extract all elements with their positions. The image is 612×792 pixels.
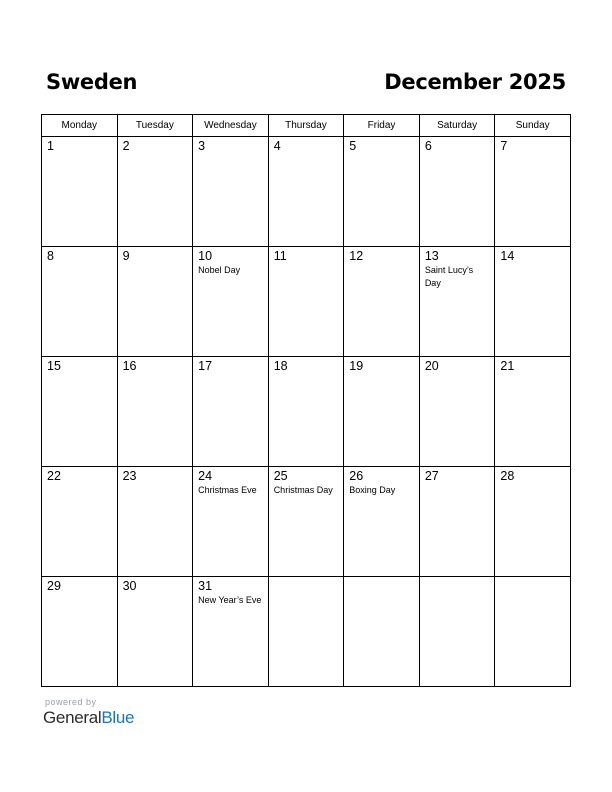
weekday-header: Saturday <box>419 115 495 137</box>
holiday-label: Christmas Eve <box>198 485 257 495</box>
month-title: December 2025 <box>384 70 566 94</box>
day-number: 7 <box>500 139 508 153</box>
holiday-label: Boxing Day <box>349 485 396 495</box>
day-cell <box>495 357 571 467</box>
holiday-label: Saint Lucy’s Day <box>424 265 474 288</box>
day-cell <box>193 247 269 357</box>
day-number: 5 <box>349 139 357 153</box>
day-number: 4 <box>273 139 281 153</box>
day-number: 1 <box>47 139 54 153</box>
day-cell <box>419 137 495 247</box>
day-cell <box>344 577 420 687</box>
day-number: 10 <box>198 249 213 263</box>
weekday-header: Thursday <box>268 115 344 137</box>
day-number: 29 <box>47 579 61 593</box>
day-cell <box>419 577 495 687</box>
holiday-label: Christmas Day <box>273 485 333 495</box>
day-number: 8 <box>47 249 54 263</box>
week-row <box>42 577 571 687</box>
day-cell <box>117 467 193 577</box>
day-cell <box>117 247 193 357</box>
day-number: 9 <box>122 249 130 263</box>
day-cell <box>495 467 571 577</box>
day-number: 18 <box>273 359 288 373</box>
day-cell <box>42 357 118 467</box>
brand-name-part2: Blue <box>101 708 135 727</box>
day-cell <box>495 247 571 357</box>
country-title: Sweden <box>46 70 138 94</box>
day-cell <box>344 467 420 577</box>
day-cell <box>344 357 420 467</box>
powered-by-label: powered by <box>45 697 97 707</box>
day-cell <box>419 467 495 577</box>
day-cell <box>419 247 495 357</box>
weekday-header: Sunday <box>495 115 571 137</box>
day-cell <box>495 137 571 247</box>
day-number: 16 <box>122 359 137 373</box>
day-cell <box>193 137 269 247</box>
day-cell <box>117 137 193 247</box>
day-cell <box>42 247 118 357</box>
day-number: 25 <box>273 469 288 483</box>
day-number: 21 <box>500 359 515 373</box>
day-number: 17 <box>198 359 213 373</box>
day-number: 30 <box>122 579 137 593</box>
day-number: 3 <box>198 139 206 153</box>
day-cell <box>42 467 118 577</box>
day-cell <box>193 467 269 577</box>
day-number: 22 <box>47 469 61 483</box>
day-cell <box>42 137 118 247</box>
day-cell <box>268 137 344 247</box>
day-number: 14 <box>500 249 515 263</box>
weekday-header-row <box>42 115 571 137</box>
day-number: 11 <box>273 249 287 263</box>
weekday-header: Tuesday <box>117 115 193 137</box>
day-number: 19 <box>349 359 364 373</box>
week-row <box>42 467 571 577</box>
day-cell <box>268 467 344 577</box>
day-number: 27 <box>424 469 439 483</box>
day-number: 28 <box>500 469 515 483</box>
day-cell <box>419 357 495 467</box>
week-row <box>42 137 571 247</box>
day-number: 6 <box>424 139 432 153</box>
day-number: 15 <box>47 359 61 373</box>
weekday-header: Monday <box>42 115 118 137</box>
day-number: 26 <box>349 469 364 483</box>
day-number: 13 <box>424 249 439 263</box>
day-cell <box>344 247 420 357</box>
day-number: 12 <box>349 249 364 263</box>
day-cell <box>117 357 193 467</box>
day-cell <box>193 357 269 467</box>
day-number: 23 <box>122 469 137 483</box>
week-row <box>42 247 571 357</box>
day-number: 24 <box>198 469 213 483</box>
brand-name-part1: General <box>43 708 102 727</box>
day-cell <box>495 577 571 687</box>
day-cell <box>268 357 344 467</box>
day-cell <box>268 577 344 687</box>
weekday-header: Friday <box>344 115 420 137</box>
day-number: 20 <box>424 359 439 373</box>
footer-branding <box>43 697 134 728</box>
holiday-label: New Year’s Eve <box>198 595 262 605</box>
day-number: 2 <box>122 139 130 153</box>
day-cell <box>42 577 118 687</box>
weekday-header: Wednesday <box>193 115 269 137</box>
week-row <box>42 357 571 467</box>
day-cell <box>344 137 420 247</box>
generalblue-logo[interactable] <box>43 708 134 728</box>
day-cell <box>117 577 193 687</box>
calendar-grid <box>41 114 571 687</box>
day-cell <box>268 247 344 357</box>
holiday-label: Nobel Day <box>198 265 241 275</box>
day-cell <box>193 577 269 687</box>
day-number: 31 <box>198 579 213 593</box>
